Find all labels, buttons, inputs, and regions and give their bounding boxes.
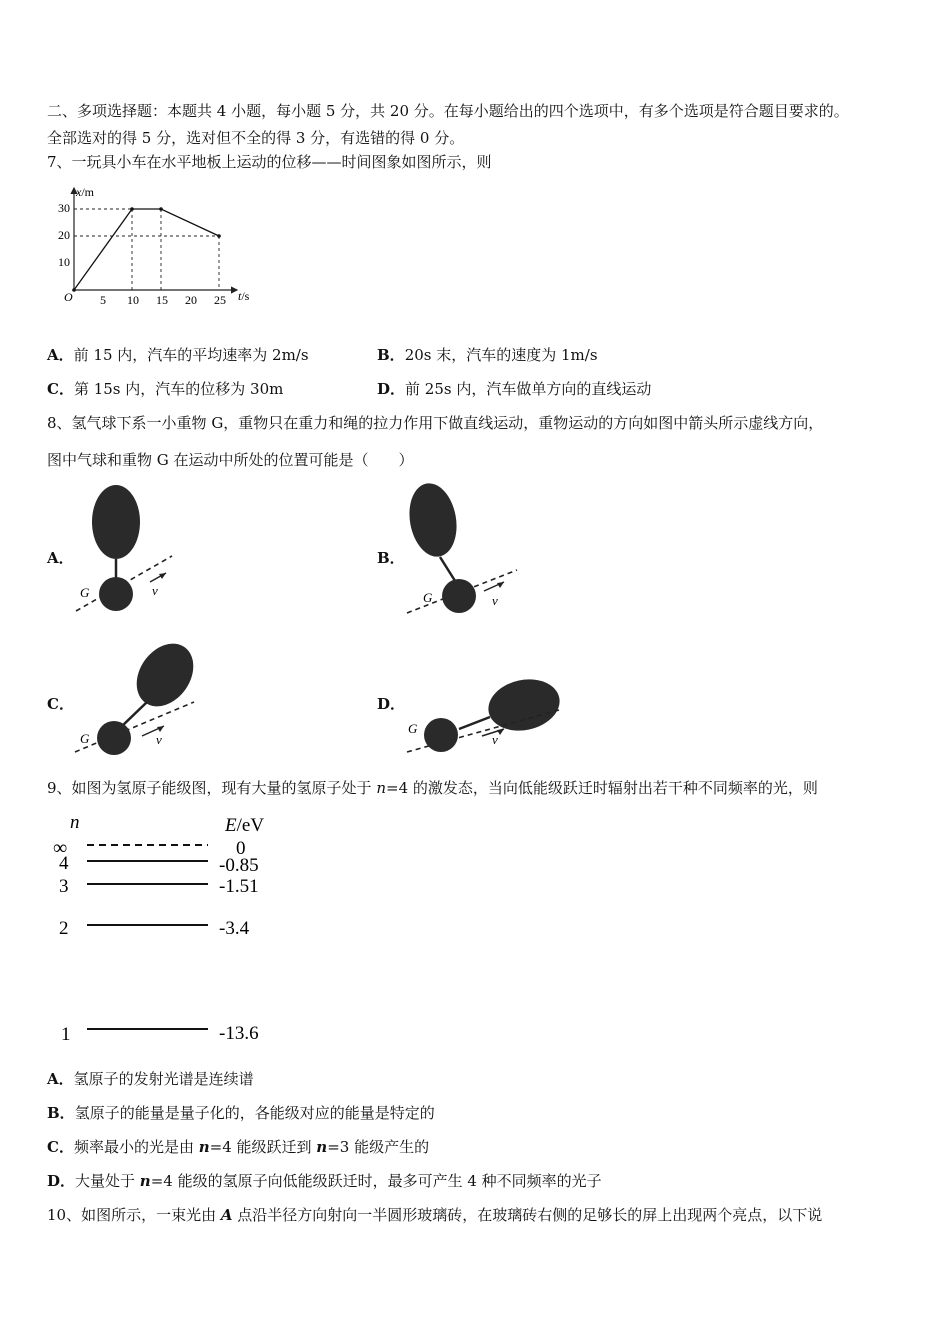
q9-option-c-v2: n: [316, 1138, 328, 1156]
y-tick-30: 30: [58, 201, 70, 215]
v-label: v: [152, 583, 158, 598]
q9-option-a-letter: A．: [47, 1070, 74, 1088]
y-axis-label: x/m: [76, 185, 94, 199]
q7-option-b: [377, 345, 598, 365]
level-e-inf: 0: [236, 838, 246, 859]
q9-stem-pre: 9、如图为氢原子能级图，现有大量的氢原子处于: [47, 779, 377, 797]
e-header: E/eV: [225, 815, 265, 836]
q9-option-a: [47, 1069, 254, 1089]
q7-option-c-letter: C．: [47, 380, 74, 398]
q9-energy-level-diagram: [45, 808, 295, 1048]
origin-label: O: [64, 290, 73, 304]
q8-option-a-letter: A．: [47, 549, 74, 567]
q9-option-b: [47, 1103, 435, 1123]
q10-stem-pre: 10、如图所示，一束光由: [47, 1206, 221, 1224]
x-tick-10: 10: [127, 293, 139, 307]
level-e-4: -0.85: [219, 855, 259, 876]
level-e-2: -3.4: [219, 918, 250, 939]
q9-option-b-letter: B．: [47, 1104, 75, 1122]
weight-g: [442, 579, 476, 613]
q8-option-d-letter: D．: [377, 695, 406, 713]
q9-option-d-v1: n: [139, 1172, 151, 1190]
n-header: n: [70, 812, 80, 833]
section-header-line1: 二、多项选择题：本题共 4 小题，每小题 5 分，共 20 分。在每小题给出的四个选项中，有多个选项是符合题目要求的。: [47, 102, 849, 120]
level-n-2: 2: [59, 918, 69, 939]
q9-option-c-t3: =3 能级产生的: [327, 1138, 430, 1156]
v-label: v: [492, 732, 498, 747]
v-label: v: [156, 732, 162, 747]
q7-option-c-text: 第 15s 内，汽车的位移为 30m: [73, 380, 284, 398]
level-e-1: -13.6: [219, 1023, 259, 1044]
xt-point-1: [130, 207, 134, 211]
level-n-1: 1: [61, 1024, 71, 1045]
q7-option-a-text: 前 15 内，汽车的平均速率为 2m/s: [73, 346, 309, 364]
q9-stem: [47, 778, 818, 798]
q9-option-d-t1: 大量处于: [75, 1172, 140, 1190]
q9-stem-var: n: [376, 779, 386, 797]
balloon: [92, 485, 140, 559]
x-tick-20: 20: [185, 293, 197, 307]
q7-option-d-text: 前 25s 内，汽车做单方向的直线运动: [405, 380, 652, 398]
x-tick-25: 25: [214, 293, 226, 307]
level-e-3: -1.51: [219, 876, 259, 897]
level-n-4: 4: [59, 853, 69, 874]
weight-g: [424, 718, 458, 752]
weight-g: [99, 577, 133, 611]
xt-series-line: [74, 209, 219, 290]
q9-option-b-text: 氢原子的能量是量子化的，各能级对应的能量是特定的: [74, 1104, 435, 1122]
q10-stem: [47, 1205, 822, 1225]
motion-path: [75, 702, 194, 752]
g-label: G: [408, 721, 418, 736]
q7-option-a-letter: A．: [47, 346, 74, 364]
q9-option-c-t2: =4 能级跃迁到: [209, 1138, 317, 1156]
x-axis-label: t/s: [238, 289, 250, 303]
v-label: v: [492, 593, 498, 608]
q10-stem-post: 点沿半径方向射向一半圆形玻璃砖，在玻璃砖右侧的足够长的屏上出现两个亮点，以下说: [232, 1206, 823, 1224]
q7-stem: 7、一玩具小车在水平地板上运动的位移——时间图象如图所示，则: [47, 153, 492, 171]
q8-stem-line1: 8、氢气球下系一小重物 G，重物只在重力和绳的拉力作用下做直线运动，重物运动的方向如图中箭头所示虚线方向，: [47, 414, 824, 432]
q7-option-d: [377, 379, 651, 399]
q7-option-c: [47, 379, 283, 399]
g-label: G: [423, 590, 433, 605]
q8-figure-a: [74, 484, 174, 616]
q9-option-c: [47, 1137, 429, 1157]
q10-stem-var: A: [220, 1206, 233, 1224]
q9-option-c-letter: C．: [47, 1138, 74, 1156]
q7-xt-graph: [55, 180, 270, 310]
string: [459, 717, 490, 729]
q8-option-c-letter: C．: [47, 695, 74, 713]
q9-option-c-t1: 频率最小的光是由: [73, 1138, 199, 1156]
xt-point-3: [217, 234, 221, 238]
weight-g: [97, 721, 131, 755]
xt-point-2: [159, 207, 163, 211]
level-n-inf: ∞: [53, 837, 68, 859]
q8-figure-c: [72, 640, 197, 758]
y-tick-20: 20: [58, 228, 70, 242]
g-label: G: [80, 585, 90, 600]
q7-option-b-letter: B．: [377, 346, 405, 364]
balloon: [404, 480, 462, 560]
q8-stem-line2: 图中气球和重物 G 在运动中所处的位置可能是（ ）: [47, 451, 414, 469]
q7-option-b-text: 20s 末，汽车的速度为 1m/s: [404, 346, 598, 364]
q9-option-a-text: 氢原子的发射光谱是连续谱: [73, 1070, 254, 1088]
q7-option-d-letter: D．: [377, 380, 406, 398]
q9-option-c-v1: n: [198, 1138, 210, 1156]
q9-option-d: [47, 1171, 602, 1191]
q8-figure-d: [404, 670, 564, 758]
velocity-arrowhead: [497, 729, 504, 735]
q7-option-a: [47, 345, 309, 365]
q8-option-b-letter: B．: [377, 549, 405, 567]
level-n-3: 3: [59, 876, 69, 897]
q9-stem-post: =4 的激发态，当向低能级跃迁时辐射出若干种不同频率的光，则: [386, 779, 818, 797]
x-tick-5: 5: [100, 293, 106, 307]
section-header-line2: 全部选对的得 5 分，选对但不全的得 3 分，有选错的得 0 分。: [47, 129, 465, 147]
x-tick-15: 15: [156, 293, 168, 307]
xt-point-0: [72, 288, 76, 292]
y-tick-10: 10: [58, 255, 70, 269]
q9-option-d-t2: =4 能级的氢原子向低能级跃迁时，最多可产生 4 种不同频率的光子: [150, 1172, 602, 1190]
g-label: G: [80, 731, 90, 746]
q9-option-d-letter: D．: [47, 1172, 76, 1190]
q8-figure-b: [404, 480, 519, 616]
